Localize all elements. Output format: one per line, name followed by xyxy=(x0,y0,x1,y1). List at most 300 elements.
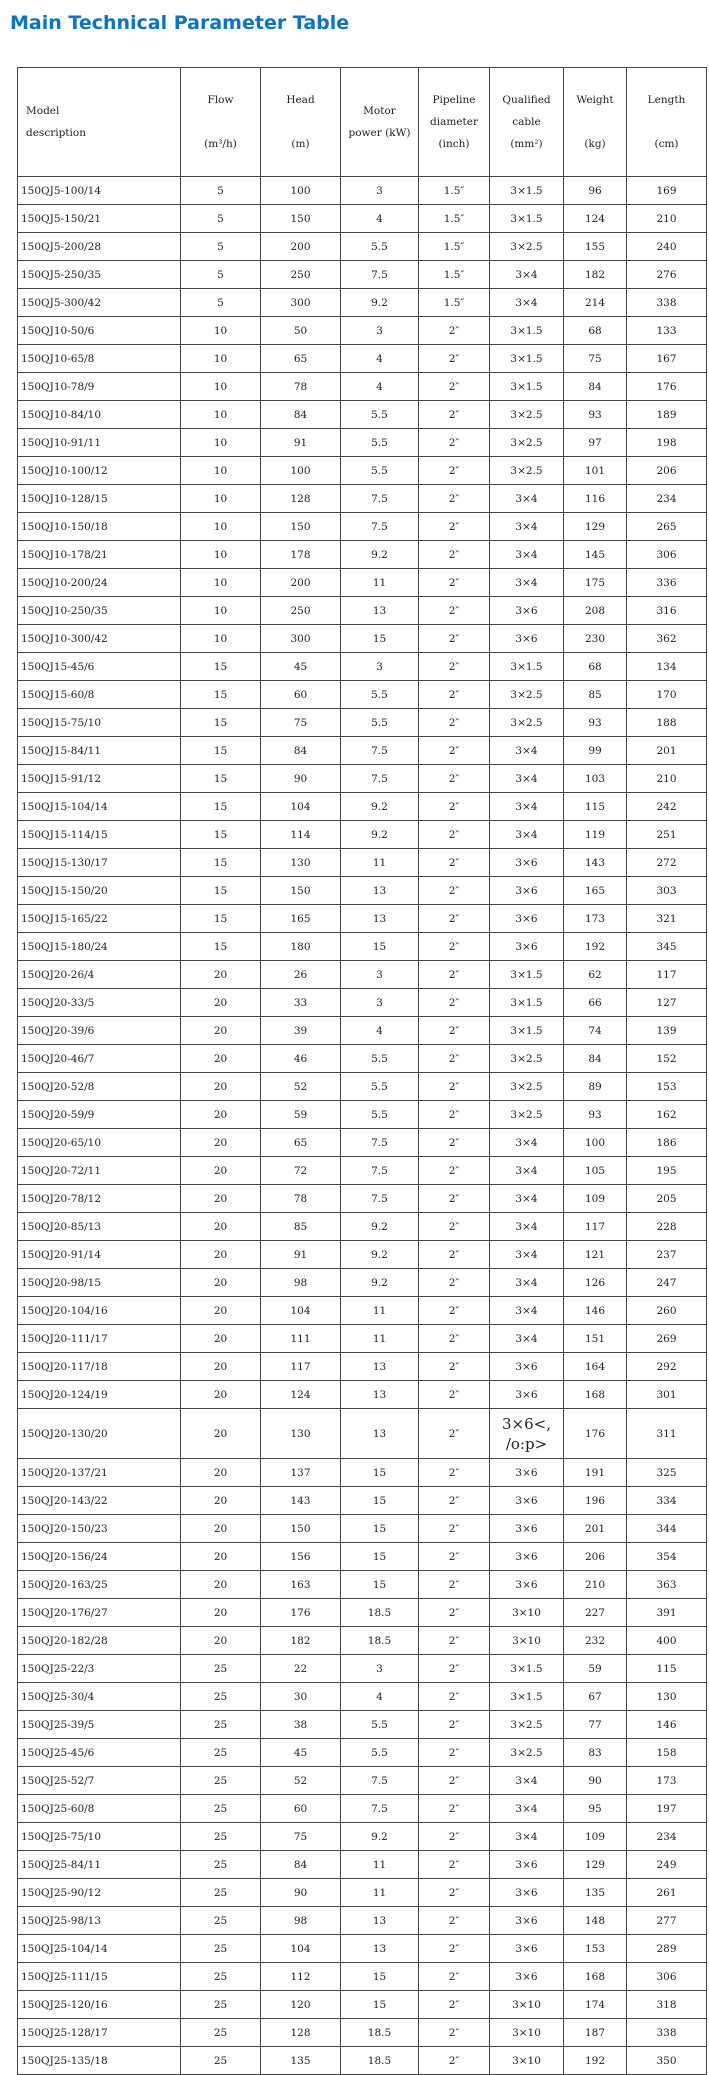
cell-motor-power: 18.5 xyxy=(341,1627,419,1655)
table-row xyxy=(18,1297,707,1325)
cell-motor-power: 4 xyxy=(341,345,419,373)
header-weight xyxy=(564,68,627,177)
cell-flow: 20 xyxy=(181,1353,261,1381)
cell-flow: 25 xyxy=(181,1767,261,1795)
cell-flow: 15 xyxy=(181,933,261,961)
cell-pipeline-diameter: 1.5″ xyxy=(419,233,490,261)
cell-head: 46 xyxy=(261,1045,341,1073)
cell-head: 150 xyxy=(261,205,341,233)
table-row xyxy=(18,457,707,485)
cell-head: 111 xyxy=(261,1325,341,1353)
cell-model: 150QJ20-111/17 xyxy=(18,1325,181,1353)
cell-weight: 115 xyxy=(564,793,627,821)
cell-pipeline-diameter: 2″ xyxy=(419,1017,490,1045)
cell-motor-power: 13 xyxy=(341,1409,419,1459)
cell-motor-power: 5.5 xyxy=(341,681,419,709)
cell-motor-power: 4 xyxy=(341,1683,419,1711)
cell-model: 150QJ20-59/9 xyxy=(18,1101,181,1129)
cell-motor-power: 9.2 xyxy=(341,1213,419,1241)
cell-head: 143 xyxy=(261,1487,341,1515)
cell-weight: 89 xyxy=(564,1073,627,1101)
table-row xyxy=(18,653,707,681)
cell-flow: 10 xyxy=(181,541,261,569)
cell-head: 91 xyxy=(261,429,341,457)
cell-weight: 101 xyxy=(564,457,627,485)
cell-head: 85 xyxy=(261,1213,341,1241)
cell-flow: 10 xyxy=(181,569,261,597)
cell-length: 234 xyxy=(627,485,707,513)
table-row xyxy=(18,737,707,765)
cell-motor-power: 15 xyxy=(341,625,419,653)
table-row xyxy=(18,485,707,513)
cell-motor-power: 11 xyxy=(341,1851,419,1879)
cell-flow: 20 xyxy=(181,1045,261,1073)
cell-length: 265 xyxy=(627,513,707,541)
cell-cable: 3×6 xyxy=(490,1459,564,1487)
cell-flow: 20 xyxy=(181,1543,261,1571)
cell-cable: 3×2.5 xyxy=(490,1073,564,1101)
cell-flow: 20 xyxy=(181,1599,261,1627)
cell-weight: 74 xyxy=(564,1017,627,1045)
cell-length: 363 xyxy=(627,1571,707,1599)
cell-model: 150QJ5-300/42 xyxy=(18,289,181,317)
cell-flow: 10 xyxy=(181,485,261,513)
table-row xyxy=(18,1907,707,1935)
cell-length: 139 xyxy=(627,1017,707,1045)
cell-pipeline-diameter: 2″ xyxy=(419,1213,490,1241)
cell-model: 150QJ10-50/6 xyxy=(18,317,181,345)
cell-flow: 25 xyxy=(181,1655,261,1683)
cell-model: 150QJ10-200/24 xyxy=(18,569,181,597)
cell-length: 338 xyxy=(627,2019,707,2047)
cell-flow: 25 xyxy=(181,1907,261,1935)
cell-motor-power: 7.5 xyxy=(341,1157,419,1185)
cell-cable: 3×2.5 xyxy=(490,1739,564,1767)
table-row xyxy=(18,345,707,373)
cell-cable: 3×1.5 xyxy=(490,205,564,233)
cell-pipeline-diameter: 2″ xyxy=(419,961,490,989)
page-title: Main Technical Parameter Table xyxy=(10,12,350,34)
cell-cable: 3×4 xyxy=(490,289,564,317)
cell-weight: 129 xyxy=(564,513,627,541)
cell-cable: 3×10 xyxy=(490,2019,564,2047)
cell-head: 30 xyxy=(261,1683,341,1711)
cell-weight: 100 xyxy=(564,1129,627,1157)
cell-pipeline-diameter: 2″ xyxy=(419,1767,490,1795)
header-row xyxy=(18,68,707,177)
cell-flow: 10 xyxy=(181,401,261,429)
cell-length: 158 xyxy=(627,1739,707,1767)
cell-model: 150QJ25-22/3 xyxy=(18,1655,181,1683)
header-qualified-cable xyxy=(490,68,564,177)
cell-weight: 116 xyxy=(564,485,627,513)
cell-length: 338 xyxy=(627,289,707,317)
cell-model: 150QJ20-163/25 xyxy=(18,1571,181,1599)
cell-motor-power: 13 xyxy=(341,905,419,933)
cell-weight: 59 xyxy=(564,1655,627,1683)
cell-length: 195 xyxy=(627,1157,707,1185)
table-row xyxy=(18,1101,707,1129)
table-row xyxy=(18,989,707,1017)
cell-motor-power: 13 xyxy=(341,1353,419,1381)
table-row xyxy=(18,1879,707,1907)
cell-head: 100 xyxy=(261,457,341,485)
cell-pipeline-diameter: 2″ xyxy=(419,1459,490,1487)
cell-flow: 25 xyxy=(181,1711,261,1739)
cell-motor-power: 7.5 xyxy=(341,765,419,793)
cell-weight: 187 xyxy=(564,2019,627,2047)
cell-model: 150QJ25-90/12 xyxy=(18,1879,181,1907)
cell-head: 104 xyxy=(261,1935,341,1963)
cell-pipeline-diameter: 2″ xyxy=(419,1325,490,1353)
table-row xyxy=(18,1571,707,1599)
cell-head: 114 xyxy=(261,821,341,849)
cell-pipeline-diameter: 2″ xyxy=(419,317,490,345)
cell-weight: 93 xyxy=(564,401,627,429)
cell-flow: 25 xyxy=(181,1683,261,1711)
cell-length: 334 xyxy=(627,1487,707,1515)
cell-weight: 182 xyxy=(564,261,627,289)
cell-flow: 20 xyxy=(181,1627,261,1655)
header-length xyxy=(627,68,707,177)
cell-cable: 3×4 xyxy=(490,1129,564,1157)
cell-weight: 119 xyxy=(564,821,627,849)
cell-pipeline-diameter: 1.5″ xyxy=(419,177,490,205)
table-row xyxy=(18,905,707,933)
cell-length: 210 xyxy=(627,205,707,233)
cell-length: 201 xyxy=(627,737,707,765)
cell-head: 176 xyxy=(261,1599,341,1627)
table-row xyxy=(18,233,707,261)
cell-cable: 3×4 xyxy=(490,261,564,289)
header-head xyxy=(261,68,341,177)
cell-length: 325 xyxy=(627,1459,707,1487)
cell-pipeline-diameter: 2″ xyxy=(419,1879,490,1907)
cell-model: 150QJ10-100/12 xyxy=(18,457,181,485)
cell-head: 65 xyxy=(261,1129,341,1157)
cell-motor-power: 4 xyxy=(341,205,419,233)
cell-length: 228 xyxy=(627,1213,707,1241)
cell-head: 130 xyxy=(261,849,341,877)
table-row xyxy=(18,1017,707,1045)
header-length-line-1: Length xyxy=(647,94,686,106)
cell-weight: 201 xyxy=(564,1515,627,1543)
cell-pipeline-diameter: 2″ xyxy=(419,877,490,905)
cell-motor-power: 4 xyxy=(341,1017,419,1045)
cell-weight: 210 xyxy=(564,1571,627,1599)
cell-flow: 20 xyxy=(181,1297,261,1325)
cell-motor-power: 7.5 xyxy=(341,737,419,765)
cell-motor-power: 11 xyxy=(341,849,419,877)
table-row xyxy=(18,289,707,317)
cell-flow: 10 xyxy=(181,429,261,457)
cell-motor-power: 9.2 xyxy=(341,289,419,317)
cell-motor-power: 15 xyxy=(341,1571,419,1599)
cell-motor-power: 3 xyxy=(341,989,419,1017)
cell-head: 250 xyxy=(261,597,341,625)
cell-length: 205 xyxy=(627,1185,707,1213)
cell-pipeline-diameter: 2″ xyxy=(419,345,490,373)
cell-head: 50 xyxy=(261,317,341,345)
cell-model: 150QJ25-84/11 xyxy=(18,1851,181,1879)
cell-pipeline-diameter: 2″ xyxy=(419,653,490,681)
cell-motor-power: 3 xyxy=(341,1655,419,1683)
cell-cable: 3×2.5 xyxy=(490,1045,564,1073)
cell-pipeline-diameter: 2″ xyxy=(419,1655,490,1683)
table-row xyxy=(18,1683,707,1711)
cell-length: 311 xyxy=(627,1409,707,1459)
cell-motor-power: 18.5 xyxy=(341,2019,419,2047)
cell-weight: 143 xyxy=(564,849,627,877)
table-row xyxy=(18,1963,707,1991)
table-row xyxy=(18,261,707,289)
cell-head: 65 xyxy=(261,345,341,373)
cell-model: 150QJ10-150/18 xyxy=(18,513,181,541)
table-row xyxy=(18,625,707,653)
cell-head: 128 xyxy=(261,485,341,513)
cell-flow: 15 xyxy=(181,793,261,821)
cell-length: 127 xyxy=(627,989,707,1017)
cell-model: 150QJ15-91/12 xyxy=(18,765,181,793)
cell-flow: 25 xyxy=(181,1963,261,1991)
cell-cable: 3×2.5 xyxy=(490,457,564,485)
header-head-line-1: Head xyxy=(286,94,315,106)
header-cable-line-2: cable xyxy=(512,116,541,128)
cell-length: 134 xyxy=(627,653,707,681)
cell-head: 300 xyxy=(261,289,341,317)
header-flow-line-1: Flow xyxy=(207,94,234,106)
cell-length: 170 xyxy=(627,681,707,709)
table-row xyxy=(18,877,707,905)
header-cable-line-3: (mm²) xyxy=(510,138,543,150)
cell-motor-power: 11 xyxy=(341,1325,419,1353)
cell-weight: 145 xyxy=(564,541,627,569)
cell-model: 150QJ25-30/4 xyxy=(18,1683,181,1711)
cell-head: 178 xyxy=(261,541,341,569)
cell-model: 150QJ20-176/27 xyxy=(18,1599,181,1627)
table-row xyxy=(18,1627,707,1655)
cell-head: 78 xyxy=(261,373,341,401)
cell-cable: 3×6 xyxy=(490,1515,564,1543)
cell-flow: 25 xyxy=(181,1739,261,1767)
cell-flow: 20 xyxy=(181,1459,261,1487)
table-row xyxy=(18,1213,707,1241)
cell-length: 173 xyxy=(627,1767,707,1795)
cell-weight: 164 xyxy=(564,1353,627,1381)
cell-flow: 25 xyxy=(181,1879,261,1907)
cell-model: 150QJ25-120/16 xyxy=(18,1991,181,2019)
cell-cable: 3×6 xyxy=(490,1487,564,1515)
cell-cable: 3×10 xyxy=(490,1627,564,1655)
header-weight-line-1: Weight xyxy=(576,94,614,106)
cell-motor-power: 9.2 xyxy=(341,541,419,569)
table-row xyxy=(18,1353,707,1381)
cell-motor-power: 13 xyxy=(341,1907,419,1935)
table-row xyxy=(18,317,707,345)
cell-cable: 3×4 xyxy=(490,1795,564,1823)
cell-cable: 3×6 xyxy=(490,1353,564,1381)
cell-motor-power: 18.5 xyxy=(341,1599,419,1627)
table-row xyxy=(18,2047,707,2075)
cell-length: 167 xyxy=(627,345,707,373)
cell-length: 362 xyxy=(627,625,707,653)
table-row xyxy=(18,1599,707,1627)
cell-flow: 10 xyxy=(181,597,261,625)
cell-cable: 3×4 xyxy=(490,1325,564,1353)
cell-model: 150QJ20-143/22 xyxy=(18,1487,181,1515)
cell-motor-power: 15 xyxy=(341,1487,419,1515)
cell-cable: 3×4 xyxy=(490,821,564,849)
cell-model: 150QJ20-52/8 xyxy=(18,1073,181,1101)
cell-motor-power: 11 xyxy=(341,1297,419,1325)
cell-weight: 176 xyxy=(564,1409,627,1459)
cell-length: 318 xyxy=(627,1991,707,2019)
cell-weight: 174 xyxy=(564,1991,627,2019)
cell-head: 130 xyxy=(261,1409,341,1459)
cell-pipeline-diameter: 2″ xyxy=(419,765,490,793)
cell-model: 150QJ20-182/28 xyxy=(18,1627,181,1655)
cell-flow: 10 xyxy=(181,317,261,345)
cell-flow: 5 xyxy=(181,233,261,261)
cell-model: 150QJ15-75/10 xyxy=(18,709,181,737)
cell-pipeline-diameter: 2″ xyxy=(419,1045,490,1073)
cell-model: 150QJ10-300/42 xyxy=(18,625,181,653)
table-row xyxy=(18,1325,707,1353)
cell-cable: 3×1.5 xyxy=(490,989,564,1017)
cell-cable: 3×6 xyxy=(490,933,564,961)
cell-cable: 3×2.5 xyxy=(490,681,564,709)
cell-cable: 3×6 xyxy=(490,1571,564,1599)
cell-pipeline-diameter: 2″ xyxy=(419,1241,490,1269)
cell-cable: 3×1.5 xyxy=(490,1683,564,1711)
cell-pipeline-diameter: 2″ xyxy=(419,1963,490,1991)
cell-head: 90 xyxy=(261,765,341,793)
cell-cable: 3×2.5 xyxy=(490,709,564,737)
cell-cable: 3×4 xyxy=(490,1213,564,1241)
cell-head: 120 xyxy=(261,1991,341,2019)
cell-head: 72 xyxy=(261,1157,341,1185)
cell-weight: 129 xyxy=(564,1851,627,1879)
cell-weight: 121 xyxy=(564,1241,627,1269)
table-row xyxy=(18,1381,707,1409)
table-row xyxy=(18,1409,707,1459)
cell-cable: 3×4 xyxy=(490,1269,564,1297)
cell-model: 150QJ20-91/14 xyxy=(18,1241,181,1269)
cell-cable: 3×6 xyxy=(490,905,564,933)
cell-pipeline-diameter: 2″ xyxy=(419,513,490,541)
cell-head: 250 xyxy=(261,261,341,289)
cell-model: 150QJ15-180/24 xyxy=(18,933,181,961)
cell-pipeline-diameter: 2″ xyxy=(419,821,490,849)
cell-weight: 135 xyxy=(564,1879,627,1907)
cell-cable: 3×6 xyxy=(490,625,564,653)
cell-head: 33 xyxy=(261,989,341,1017)
cell-cable: 3×4 xyxy=(490,1241,564,1269)
cell-length: 169 xyxy=(627,177,707,205)
cell-motor-power: 3 xyxy=(341,317,419,345)
table-row xyxy=(18,1073,707,1101)
cell-cable: 3×4 xyxy=(490,485,564,513)
cell-flow: 5 xyxy=(181,289,261,317)
cell-motor-power: 15 xyxy=(341,1543,419,1571)
cell-cable: 3×10 xyxy=(490,1599,564,1627)
table-row xyxy=(18,1129,707,1157)
cell-weight: 192 xyxy=(564,933,627,961)
table-row xyxy=(18,1991,707,2019)
cell-weight: 153 xyxy=(564,1935,627,1963)
cell-length: 206 xyxy=(627,457,707,485)
cell-length: 251 xyxy=(627,821,707,849)
cell-flow: 20 xyxy=(181,1241,261,1269)
cell-cable: 3×1.5 xyxy=(490,653,564,681)
table-row xyxy=(18,821,707,849)
cell-weight: 99 xyxy=(564,737,627,765)
cell-pipeline-diameter: 2″ xyxy=(419,1571,490,1599)
cell-flow: 25 xyxy=(181,1851,261,1879)
cell-length: 345 xyxy=(627,933,707,961)
table-row xyxy=(18,2019,707,2047)
cell-flow: 25 xyxy=(181,1795,261,1823)
cell-weight: 68 xyxy=(564,317,627,345)
table-row xyxy=(18,1045,707,1073)
table-row xyxy=(18,597,707,625)
cell-weight: 105 xyxy=(564,1157,627,1185)
cell-head: 98 xyxy=(261,1269,341,1297)
cell-flow: 25 xyxy=(181,2019,261,2047)
cell-head: 39 xyxy=(261,1017,341,1045)
cell-weight: 66 xyxy=(564,989,627,1017)
cell-pipeline-diameter: 2″ xyxy=(419,1795,490,1823)
cell-pipeline-diameter: 2″ xyxy=(419,1515,490,1543)
cell-head: 52 xyxy=(261,1767,341,1795)
cell-model: 150QJ25-45/6 xyxy=(18,1739,181,1767)
header-flow-line-2: (m³/h) xyxy=(204,138,237,150)
cell-length: 242 xyxy=(627,793,707,821)
cell-cable: 3×4 xyxy=(490,1767,564,1795)
cell-cable: 3×2.5 xyxy=(490,1711,564,1739)
cell-head: 117 xyxy=(261,1353,341,1381)
cell-motor-power: 18.5 xyxy=(341,2047,419,2075)
cell-length: 247 xyxy=(627,1269,707,1297)
cell-length: 277 xyxy=(627,1907,707,1935)
cell-weight: 151 xyxy=(564,1325,627,1353)
cell-flow: 20 xyxy=(181,1381,261,1409)
cell-head: 182 xyxy=(261,1627,341,1655)
cell-flow: 20 xyxy=(181,1487,261,1515)
cell-model: 150QJ15-150/20 xyxy=(18,877,181,905)
cell-cable: 3×6 xyxy=(490,1963,564,1991)
cell-length: 303 xyxy=(627,877,707,905)
cell-flow: 5 xyxy=(181,177,261,205)
cell-model: 150QJ25-111/15 xyxy=(18,1963,181,1991)
cell-motor-power: 15 xyxy=(341,1963,419,1991)
cell-pipeline-diameter: 2″ xyxy=(419,737,490,765)
cell-head: 300 xyxy=(261,625,341,653)
cell-cable: 3×4 xyxy=(490,765,564,793)
table-row xyxy=(18,961,707,989)
header-flow xyxy=(181,68,261,177)
cell-head: 135 xyxy=(261,2047,341,2075)
cell-pipeline-diameter: 2″ xyxy=(419,793,490,821)
cell-model: 150QJ15-60/8 xyxy=(18,681,181,709)
cell-length: 146 xyxy=(627,1711,707,1739)
cell-head: 90 xyxy=(261,1879,341,1907)
cell-cable: 3×6 xyxy=(490,1543,564,1571)
cell-model: 150QJ20-137/21 xyxy=(18,1459,181,1487)
cell-length: 289 xyxy=(627,1935,707,1963)
cell-motor-power: 13 xyxy=(341,877,419,905)
cell-length: 321 xyxy=(627,905,707,933)
